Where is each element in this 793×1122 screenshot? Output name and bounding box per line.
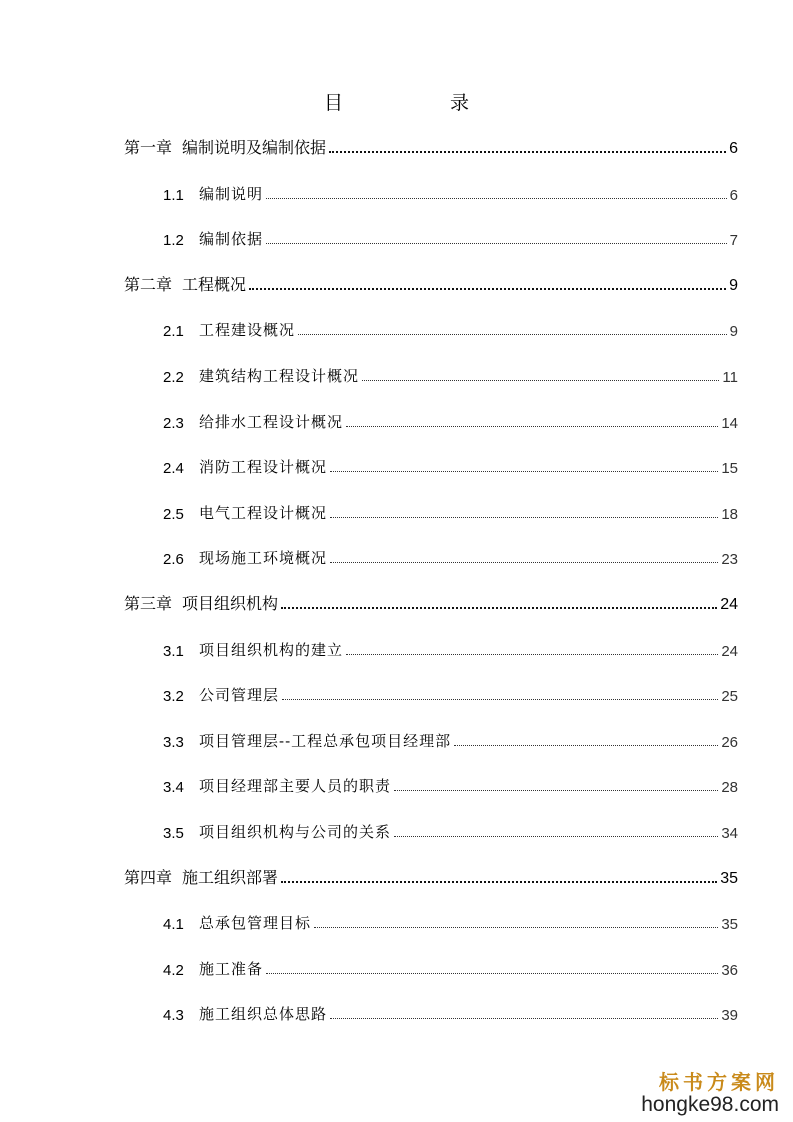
entry-number: 第一章 <box>124 138 173 157</box>
entry-title: 给排水工程设计概况 <box>199 413 344 431</box>
toc-chapter-entry[interactable] <box>124 590 738 614</box>
entry-number: 3.5 <box>163 825 184 842</box>
entry-title: 工程建设概况 <box>199 321 296 339</box>
toc-section-entry[interactable] <box>163 362 738 386</box>
entry-page-number: 35 <box>721 916 738 933</box>
toc-chapter-entry[interactable] <box>124 271 738 295</box>
dot-leader <box>394 835 718 837</box>
toc-section-entry[interactable] <box>163 955 738 979</box>
entry-number: 第三章 <box>124 594 173 613</box>
toc-section-entry[interactable] <box>163 727 738 751</box>
dot-leader <box>330 516 718 518</box>
dot-leader <box>454 744 718 746</box>
toc-section-entry[interactable] <box>163 453 738 477</box>
entry-title: 现场施工环境概况 <box>199 549 328 567</box>
entry-number: 1.1 <box>163 187 184 204</box>
toc-section-entry[interactable] <box>163 636 738 660</box>
watermark-cn: 标书方案网 <box>659 1070 779 1094</box>
entry-number: 3.3 <box>163 734 184 751</box>
entry-page-number: 23 <box>721 551 738 568</box>
dot-leader <box>314 926 718 928</box>
entry-page-number: 6 <box>729 140 738 157</box>
entry-title: 工程概况 <box>182 275 247 294</box>
entry-number: 第二章 <box>124 275 173 294</box>
entry-title: 建筑结构工程设计概况 <box>199 367 360 385</box>
entry-title: 项目组织机构与公司的关系 <box>199 823 392 841</box>
entry-page-number: 35 <box>720 870 738 887</box>
toc-section-entry[interactable] <box>163 408 738 432</box>
entry-page-number: 28 <box>721 779 738 796</box>
entry-title: 施工组织部署 <box>182 868 279 887</box>
toc-section-entry[interactable] <box>163 818 738 842</box>
entry-title: 电气工程设计概况 <box>199 504 328 522</box>
dot-leader <box>362 379 719 381</box>
dot-leader <box>281 606 717 609</box>
entry-number: 3.2 <box>163 688 184 705</box>
entry-title: 总承包管理目标 <box>199 914 312 932</box>
watermark <box>641 1066 779 1117</box>
entry-title: 施工准备 <box>199 960 264 978</box>
entry-number: 2.4 <box>163 460 184 477</box>
dot-leader <box>266 197 727 199</box>
entry-page-number: 24 <box>720 596 738 613</box>
entry-number: 2.1 <box>163 323 184 340</box>
entry-title: 消防工程设计概况 <box>199 458 328 476</box>
entry-page-number: 11 <box>722 369 738 386</box>
entry-number: 1.2 <box>163 232 184 249</box>
entry-title: 编制依据 <box>199 230 264 248</box>
toc-chapter-entry[interactable] <box>124 864 738 888</box>
entry-number: 2.6 <box>163 551 184 568</box>
toc-chapter-entry[interactable] <box>124 134 738 158</box>
toc-section-entry[interactable] <box>163 1000 738 1024</box>
entry-title: 编制说明 <box>199 185 264 203</box>
entry-page-number: 15 <box>721 460 738 477</box>
entry-page-number: 25 <box>721 688 738 705</box>
dot-leader <box>298 333 727 335</box>
entry-number: 2.3 <box>163 415 184 432</box>
dot-leader <box>330 470 718 472</box>
entry-title: 项目组织机构 <box>182 594 279 613</box>
entry-page-number: 34 <box>721 825 738 842</box>
watermark-en: hongke98.com <box>641 1093 779 1116</box>
entry-number: 4.1 <box>163 916 184 933</box>
entry-page-number: 6 <box>729 187 738 204</box>
dot-leader <box>346 425 718 427</box>
entry-title: 项目组织机构的建立 <box>199 641 344 659</box>
entry-number: 3.4 <box>163 779 184 796</box>
entry-page-number: 14 <box>721 415 738 432</box>
toc-section-entry[interactable] <box>163 772 738 796</box>
entry-title: 项目经理部主要人员的职责 <box>199 777 392 795</box>
dot-leader <box>394 789 718 791</box>
dot-leader <box>266 242 727 244</box>
entry-number: 2.2 <box>163 369 184 386</box>
dot-leader <box>266 972 718 974</box>
entry-page-number: 24 <box>721 643 738 660</box>
entry-title: 公司管理层 <box>199 686 280 704</box>
entry-page-number: 9 <box>729 277 738 294</box>
entry-page-number: 18 <box>721 506 738 523</box>
entry-number: 4.3 <box>163 1007 184 1024</box>
dot-leader <box>329 150 726 153</box>
dot-leader <box>346 653 718 655</box>
entry-number: 第四章 <box>124 868 173 887</box>
entry-page-number: 36 <box>721 962 738 979</box>
entry-page-number: 39 <box>721 1007 738 1024</box>
dot-leader <box>330 561 718 563</box>
toc-section-entry[interactable] <box>163 544 738 568</box>
toc-section-entry[interactable] <box>163 681 738 705</box>
entry-page-number: 26 <box>721 734 738 751</box>
entry-title: 编制说明及编制依据 <box>182 138 327 157</box>
dot-leader <box>330 1017 718 1019</box>
toc-section-entry[interactable] <box>163 225 738 249</box>
entry-title: 项目管理层--工程总承包项目经理部 <box>199 732 452 750</box>
entry-title: 施工组织总体思路 <box>199 1005 328 1023</box>
toc-section-entry[interactable] <box>163 180 738 204</box>
entry-number: 4.2 <box>163 962 184 979</box>
entry-number: 2.5 <box>163 506 184 523</box>
entry-page-number: 7 <box>729 232 738 249</box>
dot-leader <box>281 880 717 883</box>
toc-section-entry[interactable] <box>163 909 738 933</box>
dot-leader <box>282 698 718 700</box>
entry-page-number: 9 <box>729 323 738 340</box>
dot-leader <box>249 287 726 290</box>
toc-section-entry[interactable] <box>163 316 738 340</box>
toc-title: 目 录 <box>323 92 513 114</box>
toc-section-entry[interactable] <box>163 499 738 523</box>
entry-number: 3.1 <box>163 643 184 660</box>
